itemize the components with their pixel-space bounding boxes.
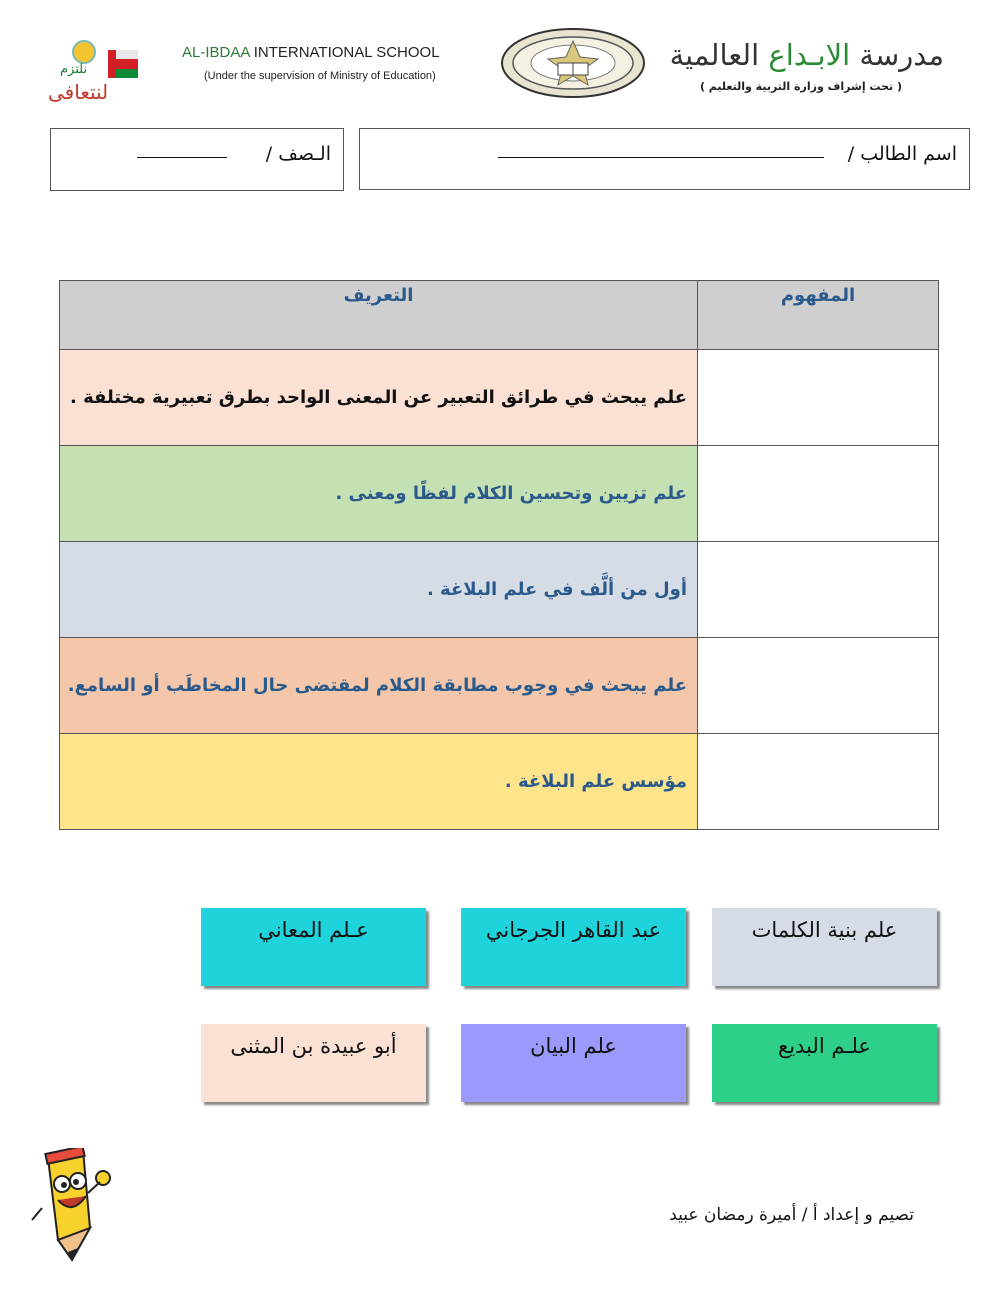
concept-drop-zone-2[interactable] — [698, 446, 939, 542]
header-concept: المفهوم — [698, 281, 939, 350]
student-name-input[interactable] — [498, 157, 824, 158]
table-row — [60, 542, 939, 638]
concept-drop-zone-4[interactable] — [698, 638, 939, 734]
slogan-top: نلتزم — [60, 62, 88, 77]
table-row — [60, 350, 939, 446]
answer-card-badi[interactable]: علـم البديع — [712, 1024, 937, 1102]
student-name-label: اسم الطالب / — [847, 143, 957, 165]
answer-card-abu-ubayda[interactable]: أبو عبيدة بن المثنى — [201, 1024, 426, 1102]
answer-card-morphology[interactable]: علم بنية الكلمات — [712, 908, 937, 986]
answer-card-jurjani[interactable]: عبد القاهر الجرجاني — [461, 908, 686, 986]
student-name-box — [359, 128, 970, 190]
school-name-en: AL-IBDAA INTERNATIONAL SCHOOL — [182, 44, 440, 61]
school-name-ar: مدرسة الابـداع العالمية — [669, 38, 944, 72]
table-row — [60, 638, 939, 734]
table-row — [60, 734, 939, 830]
concept-drop-zone-5[interactable] — [698, 734, 939, 830]
definition-3: أول من ألَّف في علم البلاغة . — [60, 542, 698, 638]
table-header-row — [60, 281, 939, 350]
definition-4: علم يبحث في وجوب مطابقة الكلام لمقتضى حال المخاطَب أو السامع. — [60, 638, 698, 734]
definition-5: مؤسس علم البلاغة . — [60, 734, 698, 830]
smiley-mask-icon — [72, 40, 96, 64]
table-row — [60, 446, 939, 542]
class-label: الـصف / — [265, 143, 331, 165]
slogan-bottom: لنتعافى — [48, 80, 109, 104]
concept-drop-zone-3[interactable] — [698, 542, 939, 638]
pencil-mascot-icon — [28, 1148, 113, 1263]
oman-flag-white — [116, 50, 138, 59]
definition-1: علم يبحث في طرائق التعبير عن المعنى الواحد بطرق تعبيرية مختلفة . — [60, 350, 698, 446]
class-input[interactable] — [137, 157, 227, 158]
header-definition: التعريف — [60, 281, 698, 350]
answer-card-bayan[interactable]: علم البيان — [461, 1024, 686, 1102]
class-box — [50, 128, 344, 191]
oman-flag-red — [116, 59, 138, 69]
answer-card-maani[interactable]: عـلم المعاني — [201, 908, 426, 986]
school-seal-logo — [500, 27, 646, 99]
concepts-table — [59, 280, 939, 830]
school-subtitle-ar: ( تحت إشراف وزارة التربية والتعليم ) — [699, 80, 902, 93]
author-credit: تصيم و إعداد أ / أميرة رمضان عبيد — [669, 1205, 914, 1225]
definition-2: علم تزيين وتحسين الكلام لفظًا ومعنى . — [60, 446, 698, 542]
oman-flag-green — [116, 69, 138, 78]
oman-flag-icon — [108, 50, 116, 78]
concept-drop-zone-1[interactable] — [698, 350, 939, 446]
school-subtitle-en: (Under the supervision of Ministry of Education) — [204, 70, 436, 82]
